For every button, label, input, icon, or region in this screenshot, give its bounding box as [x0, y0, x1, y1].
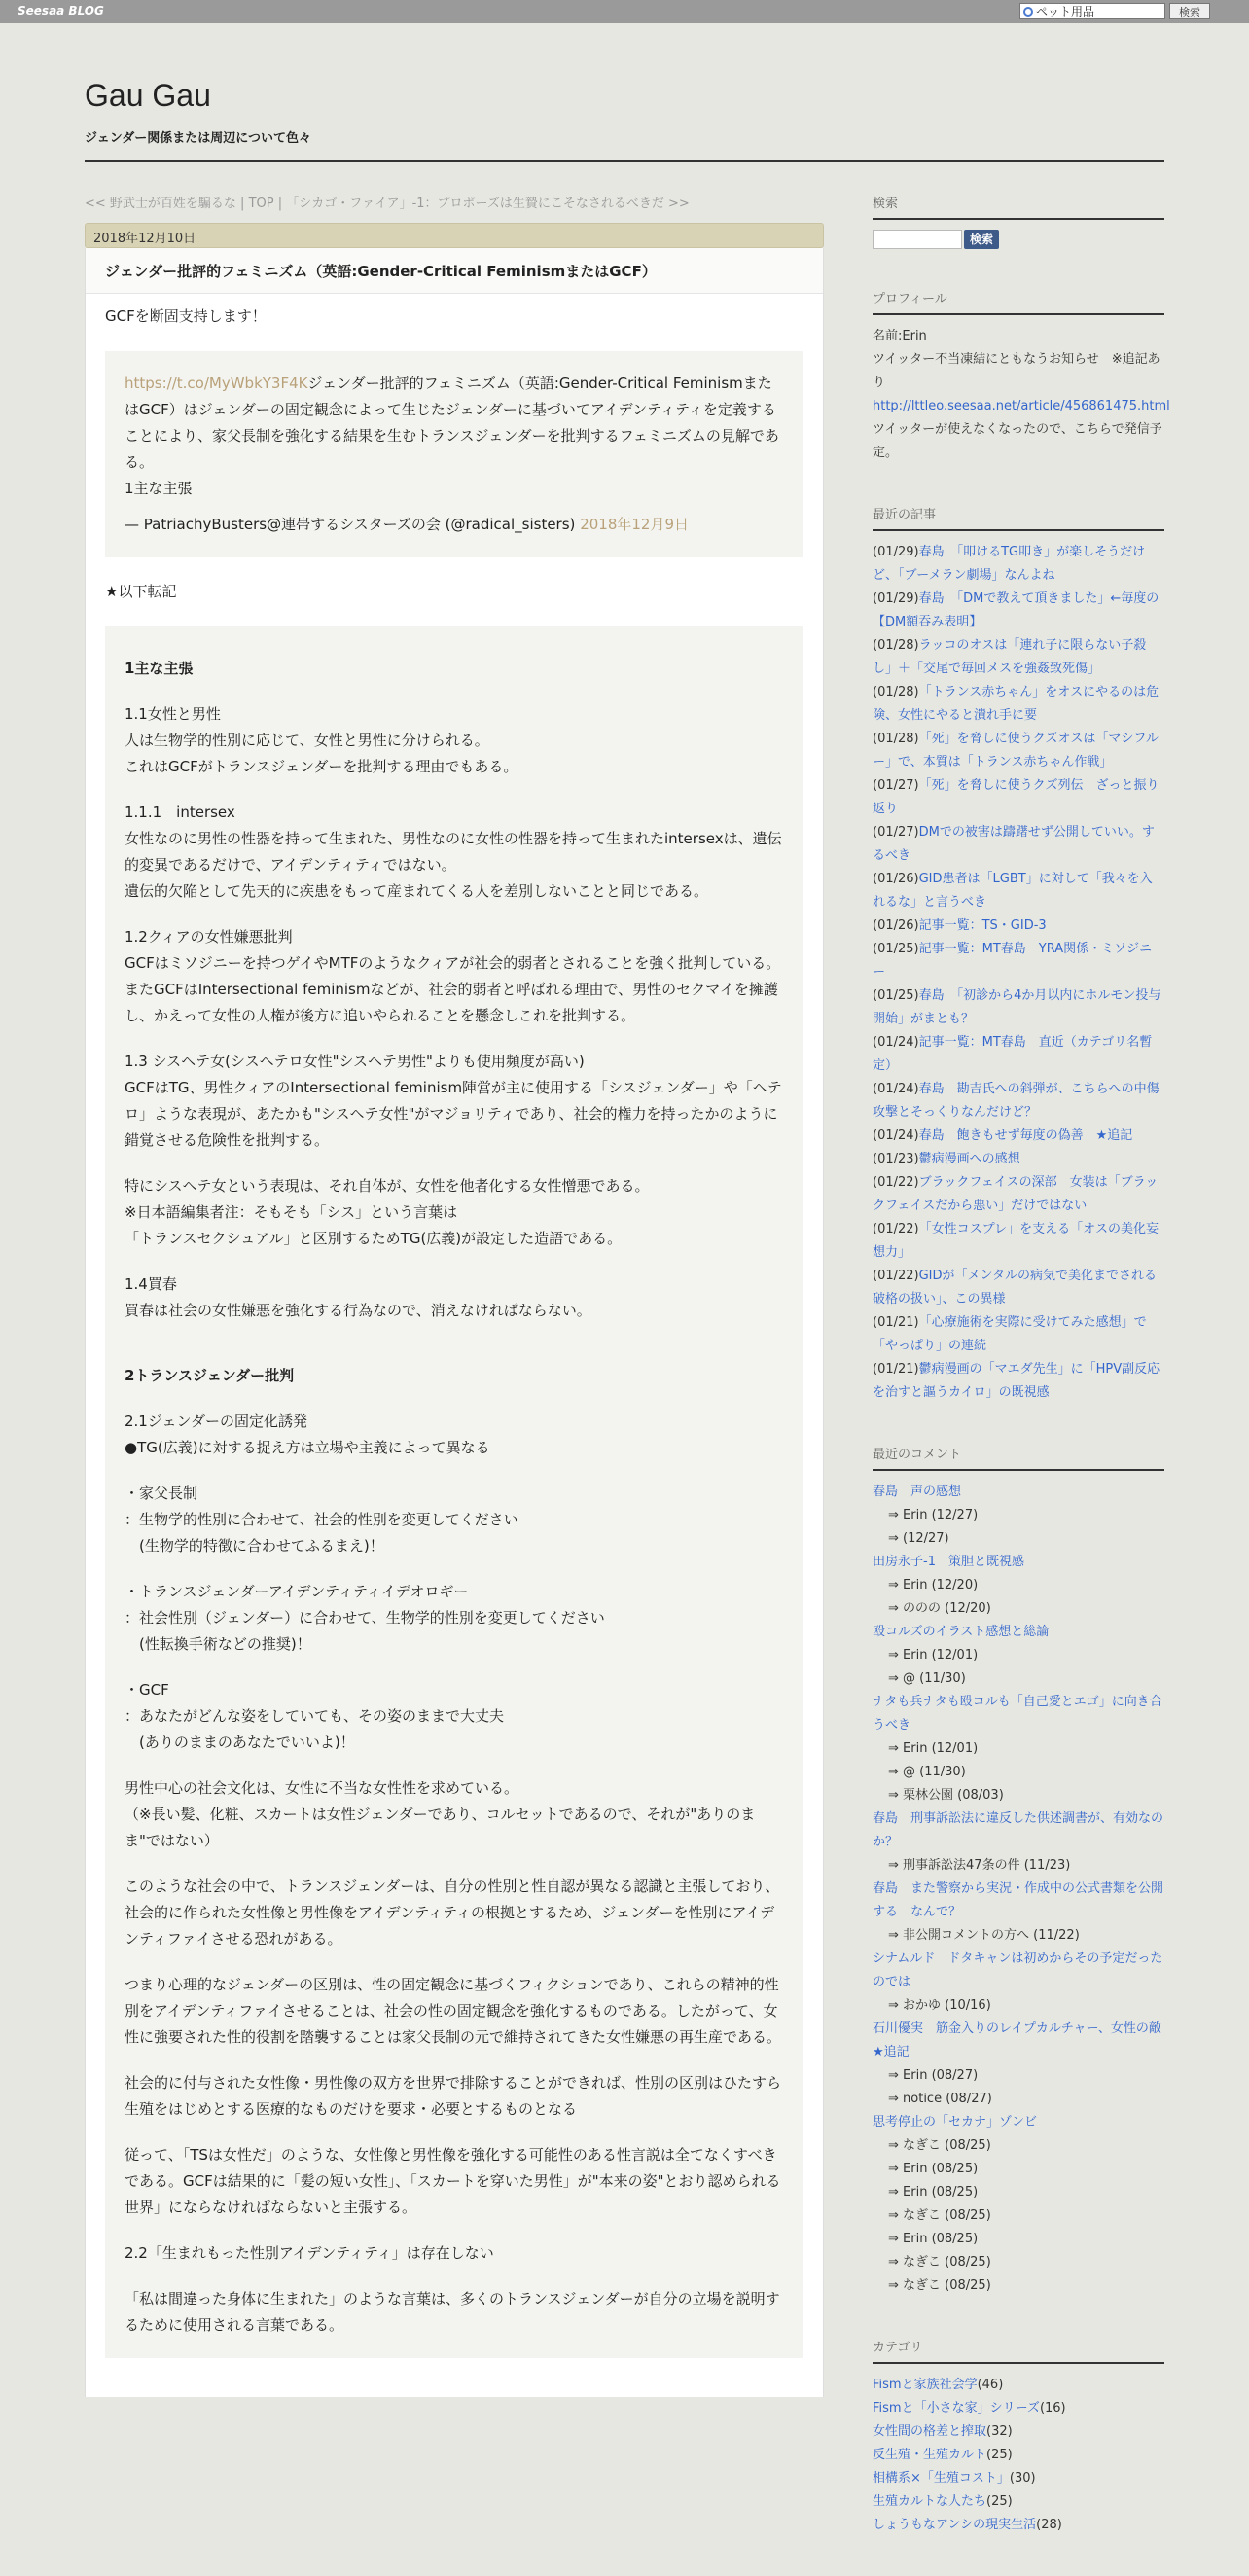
recent-post-item [873, 914, 1164, 938]
recent-post-item [873, 1078, 1164, 1125]
category-item [873, 2490, 1164, 2514]
comment-entry[interactable]: ⇒ Erin (12/01) [888, 1741, 979, 1756]
tweet-text [125, 371, 784, 476]
comment-entry[interactable]: ⇒ 非公開コメントの方へ (11/22) [888, 1928, 1080, 1943]
recent-post-link[interactable]: 「心療施術を実際に受けてみた感想」で「やっぱり」の連続 [873, 1315, 1147, 1353]
nav-separator: | [235, 197, 249, 211]
topbar-search-value: ペット用品 [1036, 5, 1095, 18]
recent-post-link[interactable]: 春島 「叩けるTG叩き」が楽しそうだけど、「ブーメラン劇場」なんよね [873, 545, 1146, 583]
content-line: 女性なのに男性の性器を持って生まれた、男性なのに女性の性器を持って生まれたintersexは、遺伝的変異であるだけで、アイデンティティではない。 [125, 830, 782, 874]
content-line: 1.2クィアの女性嫌悪批判 [125, 928, 293, 946]
recent-posts-list [873, 541, 1164, 1405]
repost-note: ★以下転記 [105, 583, 177, 600]
profile-name: 名前:Erin [873, 329, 927, 343]
content-line: 1.1女性と男性 [125, 705, 221, 723]
prev-post-link[interactable]: << 野武士が百姓を騙るな [85, 197, 236, 211]
blog-title[interactable]: Gau Gau [85, 78, 211, 113]
content-section [125, 656, 784, 682]
comment-entry[interactable]: ⇒ Erin (08/25) [888, 2185, 979, 2200]
recent-post-item [873, 1218, 1164, 1265]
sidebar [873, 193, 1174, 2576]
content-line: 「私は間違った身体に生まれた」のような言葉は、多くのトランスジェンダーが自分の立場を説明するために使用される言葉である。 [125, 2290, 780, 2334]
sidebar-categories [873, 2337, 1164, 2537]
content-line: 1.1.1 intersex [125, 804, 235, 821]
seesaa-topbar [0, 0, 1249, 23]
recent-post-date: (01/24) [873, 1035, 919, 1050]
recent-post-link[interactable]: 「女性コスプレ」を支える「オスの美化妄想力」 [873, 1222, 1159, 1260]
content-section [125, 800, 784, 905]
sidebar-search-heading: 検索 [873, 193, 1164, 220]
blog-header [85, 78, 1164, 146]
comment-post-link[interactable]: 田房永子-1 策胆と既視感 [873, 1555, 1024, 1569]
content-section [125, 1972, 784, 2051]
content-line: (生物学的特徴に合わせてふるまえ)！ [125, 1537, 384, 1555]
recent-post-date: (01/28) [873, 685, 919, 699]
blog-description: ジェンダー関係または周辺について色々 [85, 131, 311, 146]
sidebar-search [873, 193, 1164, 249]
content-line: つまり心理的なジェンダーの区別は、性の固定観念に基づくフィクションであり、これらの精神的性別をアイデンティファイさせることは、社会の性の固定観念を強化するものである。したがって、女性に強要された性的役割を踏襲することは家父長制の元で維持されてきた女性嫌悪の再生産である。 [125, 1976, 782, 2046]
comment-post-link[interactable]: 春島 声の感想 [873, 1485, 962, 1499]
content-section [125, 701, 784, 780]
content-line: GCFはミソジニーを持つゲイやMTFのようなクィアが社会的弱者とされることを強く批判している。またGCFはIntersectional feminismなどが、社会的弱者と呼ばれる理由で、男性のセクマイを擁護し、かえって女性の人権が後方に追いやられることを懸念しこれを批判する。 [125, 954, 781, 1024]
recent-post-date: (01/22) [873, 1222, 919, 1236]
recent-post-date: (01/26) [873, 872, 919, 886]
tweet-line2: 1主な主張 [125, 480, 193, 497]
recent-comments-list [873, 1481, 1174, 2298]
comment-entry[interactable]: ⇒ Erin (12/20) [888, 1578, 979, 1592]
embedded-tweet [105, 351, 803, 557]
recent-post-item [873, 588, 1164, 634]
content-line: GCFはTG、男性クィアのIntersectional feminism陣営が主に使用する「シスジェンダー」や「ヘテロ」ような表現が、あたかも"シスヘテ女性"がマジョリティであり、社会的権力を持ったかのように錯覚させる危険性を批判する。 [125, 1079, 782, 1149]
category-count: (16) [1039, 2401, 1066, 2415]
recent-comments-heading: 最近のコメント [873, 1444, 1164, 1471]
comment-post-link[interactable]: シナムルド ドタキャンは初めからその予定だったのでは [873, 1951, 1163, 1989]
content-section [125, 1173, 784, 1252]
content-line: 1.4買春 [125, 1275, 177, 1293]
content-line: 2.1ジェンダーの固定化誘発 [125, 1413, 307, 1430]
content-line: 買春は社会の女性嫌悪を強化する行為なので、消えなければならない。 [125, 1302, 591, 1319]
recent-post-link[interactable]: 記事一覧：MT春島 直近（カテゴリ名暫定） [873, 1035, 1153, 1073]
recent-post-link[interactable]: 「トランス赤ちゃん」をオスにやるのは危険、女性にやると潰れ手に要 [873, 685, 1160, 723]
content-section [125, 2240, 784, 2267]
content-line: 遺伝的欠陥として先天的に疾患をもって産まれてくる人を差別しないことと同じである。 [125, 882, 709, 900]
content-line: 2.2「生まれもった性別アイデンティティ」は存在しない [125, 2244, 494, 2262]
post-intro: GCFを断固支持します！ [105, 307, 267, 325]
comment-entry[interactable]: ⇒ Erin (08/27) [888, 2068, 979, 2083]
content-section [125, 1363, 784, 1389]
category-count: (32) [986, 2424, 1013, 2439]
content-section [125, 1874, 784, 1952]
content-line: これはGCFがトランスジェンダーを批判する理由でもある。 [125, 758, 518, 775]
recent-post-date: (01/24) [873, 1082, 919, 1096]
category-link[interactable]: 相構系×「生殖コスト」 [873, 2471, 1010, 2486]
recent-post-item [873, 938, 1164, 984]
recent-post-link[interactable]: 春島 勘吉氏への斜弾が、こちらへの中傷攻撃とそっくりなんだけど？ [873, 1082, 1160, 1120]
content-section [125, 924, 784, 1029]
recent-post-link[interactable]: GID患者は「LGBT」に対して「我々を入れるな」と言うべき [873, 872, 1153, 910]
recent-post-item [873, 1148, 1164, 1171]
recent-post-link[interactable]: ラッコのオスは「連れ子に限らない子殺し」＋「交尾で毎回メスを強姦致死傷」 [873, 638, 1147, 676]
profile-note: ツイッター不当凍結にともなうお知らせ ※追記あり [873, 352, 1160, 390]
recent-post-link[interactable]: 春島 「DMで教えて頂きました」←毎度の【DM額吞み表明】 [873, 591, 1160, 629]
recent-post-date: (01/27) [873, 778, 919, 793]
content-line: 「トランスセクシュアル」と区別するためTG(広義)が設定した造語である。 [125, 1230, 623, 1247]
recent-post-date: (01/24) [873, 1128, 919, 1143]
category-link[interactable]: しょうもなアンシの現実生活 [873, 2518, 1037, 2532]
recent-post-date: (01/22) [873, 1175, 919, 1190]
category-count: (25) [986, 2494, 1013, 2509]
recent-post-date: (01/25) [873, 988, 919, 1003]
category-link[interactable]: Fismと家族社会学 [873, 2378, 978, 2392]
category-count: (30) [1009, 2471, 1036, 2486]
content-line: 1.3 シスヘテ女(シスヘテロ女性"シスヘテ男性"よりも使用頻度が高い) [125, 1053, 585, 1070]
comment-entry[interactable]: ⇒ なぎこ (08/25) [888, 2255, 991, 2270]
content-section [125, 1271, 784, 1324]
tweet-cite [125, 512, 784, 538]
comment-post-link[interactable]: ナタも兵ナタも殴コルも「自己愛とエゴ」に向き合うべき [873, 1695, 1162, 1733]
content-line: ・家父長制 [125, 1485, 198, 1502]
content-line: 2トランスジェンダー批判 [125, 1367, 295, 1384]
category-count: (25) [986, 2448, 1013, 2462]
content-section [125, 1677, 784, 1756]
comment-post-link[interactable]: 石川優実 筋金入りのレイプカルチャー、女性の敵 ★追記 [873, 2021, 1174, 2059]
content-section [125, 1775, 784, 1854]
category-item [873, 2397, 1164, 2420]
comment-post-link[interactable]: 殴コルズのイラスト感想と総論 [873, 1625, 1050, 1639]
recent-post-link[interactable]: 鬱病漫画の「マエダ先生」に「HPV副反応を治すと謳うカイロ」の既視感 [873, 1362, 1160, 1400]
recent-post-link[interactable]: 記事一覧：TS・GID-3 [918, 918, 1047, 933]
profile-note2: ツイッターが使えなくなったので、こちらで発信予定。 [873, 422, 1162, 460]
topbar-search [1019, 3, 1210, 19]
category-count: (28) [1036, 2518, 1062, 2532]
content-line: 特にシスヘテ女という表現は、それ自体が、女性を他者化する女性憎悪である。 [125, 1177, 650, 1195]
categories-heading: カテゴリ [873, 2337, 1164, 2364]
recent-post-date: (01/26) [873, 918, 919, 933]
category-item [873, 2514, 1164, 2537]
nav-separator: | [273, 197, 287, 211]
recent-post-link[interactable]: 「死」を脅しに使うクズ列伝 ざっと振り返り [873, 778, 1160, 816]
comment-entry[interactable]: ⇒ @ (11/30) [888, 1671, 966, 1686]
comment-entry[interactable]: ⇒ @ (11/30) [888, 1765, 966, 1779]
content-line: (性転換手術などの推奨)！ [125, 1635, 311, 1653]
comment-entry[interactable]: ⇒ 栗林公園 (08/03) [888, 1788, 1004, 1803]
category-link[interactable]: 反生殖・生殖カルト [873, 2448, 987, 2462]
category-item [873, 2444, 1164, 2467]
content-section [125, 1579, 784, 1658]
content-line: 人は生物学的性別に応じて、女性と男性に分けられる。 [125, 732, 489, 749]
post-navigation [85, 193, 824, 211]
search-icon [1023, 7, 1033, 17]
article [85, 248, 824, 2397]
comment-entry[interactable]: ⇒ ののの (12/20) [888, 1601, 991, 1616]
content-section [125, 2142, 784, 2221]
content-line: ※日本語編集者注：そもそも「シス」という言葉は [125, 1203, 458, 1221]
comment-post-link[interactable]: 春島 また警察から実況・作成中の公式書類を公開する なんで？ [873, 1881, 1164, 1919]
content-section [125, 2070, 784, 2123]
comment-entry[interactable]: ⇒ (12/27) [888, 1531, 949, 1546]
content-line: 従って、「TSは女性だ」のような、女性像と男性像を強化する可能性のある性言説は全てなくすべきである。GCFは結果的に「髪の短い女性」、「スカートを穿いた男性」が"本来の姿"とおり認められる世界」にならなければならないと主張する。 [125, 2146, 781, 2216]
profile-heading: プロフィール [873, 288, 1164, 315]
top-link[interactable]: TOP [248, 197, 274, 211]
recent-post-link[interactable]: GIDが「メンタルの病気で美化までされる破格の扱い」、この異様 [873, 1269, 1158, 1306]
recent-posts-heading: 最近の記事 [873, 504, 1164, 531]
content-section [125, 1049, 784, 1154]
recent-post-link[interactable]: 春島 「初診から4か月以内にホルモン投与開始」がまとも？ [873, 988, 1161, 1026]
category-count: (46) [977, 2378, 1004, 2392]
content-line: ：あなたがどんな姿をしていても、その姿のままで大丈夫 [125, 1707, 505, 1725]
next-post-link[interactable]: 「シカゴ・ファイア」-1：プロポーズは生贄にこそなされるべきだ >> [286, 197, 690, 211]
recent-post-link[interactable]: ブラックフェイスの深部 女装は「ブラックフェイスだから悪い」だけではない [873, 1175, 1159, 1213]
post-body [86, 304, 823, 2397]
sidebar-recent-comments [873, 1444, 1174, 2298]
recent-post-link[interactable]: DMでの被害は躊躇せず公開していい。するべき [873, 825, 1155, 863]
reposted-content [105, 626, 803, 2358]
comment-entry[interactable]: ⇒ なぎこ (08/25) [888, 2278, 991, 2293]
content-line: ・トランスジェンダーアイデンティティイデオロギー [125, 1583, 469, 1600]
sidebar-recent-posts [873, 504, 1164, 1405]
content-section [125, 1409, 784, 1461]
recent-post-item [873, 868, 1164, 914]
recent-post-item [873, 681, 1164, 728]
profile-link[interactable]: http://lttleo.seesaa.net/article/456861475.html [873, 399, 1170, 413]
recent-post-date: (01/25) [873, 942, 919, 956]
content-line: ：生物学的性別に合わせて、社会的性別を変更してください [125, 1511, 518, 1528]
comment-post-link[interactable]: 思考停止の「セカナ」ゾンビ [873, 2115, 1038, 2129]
recent-post-item [873, 1031, 1164, 1078]
category-link[interactable]: 生殖カルトな人たち [873, 2494, 987, 2509]
comment-entry[interactable]: ⇒ Erin (12/01) [888, 1648, 979, 1663]
recent-post-item [873, 821, 1164, 868]
recent-post-item [873, 634, 1164, 681]
category-item [873, 2467, 1164, 2490]
recent-post-date: (01/28) [873, 638, 919, 653]
comment-entry[interactable]: ⇒ Erin (12/27) [888, 1508, 979, 1522]
tweet-body: ジェンダー批評的フェミニズム（英語:Gender-Critical FeminismまたはGCF）はジェンダーの固定観念によって生じたジェンダーに基づいてアイデンティティを定義することにより、家父長制を強化する結果を生むトランスジェンダーを批判するフェミニズムの見解である。 [125, 375, 779, 471]
content-line: (ありのままのあなたでいいよ)！ [125, 1734, 355, 1751]
content-line: 男性中心の社会文化は、女性に不当な女性性を求めている。 [125, 1779, 519, 1797]
recent-post-item [873, 1171, 1164, 1218]
tweet-date[interactable]: 2018年12月9日 [580, 516, 689, 533]
content-line: 1主な主張 [125, 660, 194, 677]
comment-entry[interactable]: ⇒ Erin (08/25) [888, 2162, 979, 2176]
content-line: ：社会性別（ジェンダー）に合わせて、生物学的性別を変更してください [125, 1609, 605, 1627]
recent-post-link[interactable]: 「死」を脅しに使うクズオスは「マシフルー」で、本質は「トランス赤ちゃん作戦」 [873, 732, 1159, 769]
content-line: 社会的に付与された女性像・男性像の双方を世界で排除することができれば、性別の区別はひたすら生殖をはじめとする医療的なものだけを要求・必要とするものとなる [125, 2074, 782, 2118]
recent-post-item [873, 1265, 1164, 1311]
content-section [125, 1481, 784, 1559]
content-line: ●TG(広義)に対する捉え方は立場や主義によって異なる [125, 1439, 490, 1456]
recent-post-date: (01/27) [873, 825, 919, 840]
recent-post-date: (01/23) [873, 1152, 919, 1166]
content-section [125, 2286, 784, 2339]
comment-entry[interactable]: ⇒ なぎこ (08/25) [888, 2208, 991, 2223]
comment-entry[interactable]: ⇒ おかゆ (10/16) [888, 1998, 991, 2013]
header-divider [85, 160, 1164, 162]
main-column [85, 193, 824, 2397]
tweet-author: — PatriachyBusters@連帯するシスターズの会 (@radical_sisters) [125, 516, 576, 533]
recent-post-date: (01/21) [873, 1362, 919, 1377]
recent-post-link[interactable]: 記事一覧：MT春島 YRA関係・ミソジニー [873, 942, 1153, 980]
recent-post-item [873, 1125, 1164, 1148]
category-item [873, 2374, 1164, 2397]
sidebar-search-input[interactable] [873, 230, 962, 249]
post-title[interactable]: ジェンダー批評的フェミニズム（英語:Gender-Critical FeminismまたはGCF） [86, 248, 823, 294]
recent-post-link[interactable]: 鬱病漫画への感想 [918, 1152, 1020, 1166]
recent-post-item [873, 1311, 1164, 1358]
category-link[interactable]: 女性間の格差と搾取 [873, 2424, 987, 2439]
seesaa-logo[interactable]: Seesaa BLOG [18, 4, 104, 18]
recent-post-date: (01/29) [873, 591, 919, 606]
topbar-search-button[interactable]: 検索 [1169, 3, 1210, 19]
comment-entry[interactable]: ⇒ 刑事訴訟法47条の件 (11/23) [888, 1858, 1071, 1873]
recent-post-item [873, 1358, 1164, 1405]
content-line: このような社会の中で、トランスジェンダーは、自分の性別と性自認が異なる認識と主張しており、社会的に作られた女性像と男性像をアイデンティティの根拠とするため、ジェンダーを性別にアイデンティファイさせる恐れがある。 [125, 1878, 780, 1948]
recent-post-item [873, 984, 1164, 1031]
sidebar-profile [873, 288, 1170, 465]
recent-post-date: (01/22) [873, 1269, 919, 1283]
recent-post-date: (01/21) [873, 1315, 919, 1330]
post-date: 2018年12月10日 [85, 223, 824, 248]
categories-list [873, 2374, 1164, 2537]
comment-entry[interactable]: ⇒ notice (08/27) [888, 2092, 992, 2106]
recent-post-link[interactable]: 春島 飽きもせず毎度の偽善 ★追記 [918, 1128, 1133, 1143]
recent-post-item [873, 774, 1164, 821]
comment-entry[interactable]: ⇒ Erin (08/25) [888, 2232, 979, 2246]
content-line: （※長い髪、化粧、スカートは女性ジェンダーであり、コルセットであるので、それが"ありのまま"ではない） [125, 1806, 756, 1849]
category-item [873, 2420, 1164, 2444]
topbar-search-input[interactable] [1019, 3, 1165, 19]
content-line: ・GCF [125, 1681, 169, 1699]
comment-entry[interactable]: ⇒ なぎこ (08/25) [888, 2138, 991, 2153]
recent-post-date: (01/28) [873, 732, 919, 746]
category-link[interactable]: Fismと「小さな家」シリーズ [873, 2401, 1040, 2415]
recent-post-item [873, 541, 1164, 588]
comment-post-link[interactable]: 春島 刑事訴訟法に違反した供述調書が、有効なのか？ [873, 1811, 1164, 1849]
sidebar-search-button[interactable]: 検索 [964, 230, 999, 249]
recent-post-item [873, 728, 1164, 774]
tweet-link[interactable]: https://t.co/MyWbkY3F4K [125, 375, 308, 392]
recent-post-date: (01/29) [873, 545, 919, 559]
